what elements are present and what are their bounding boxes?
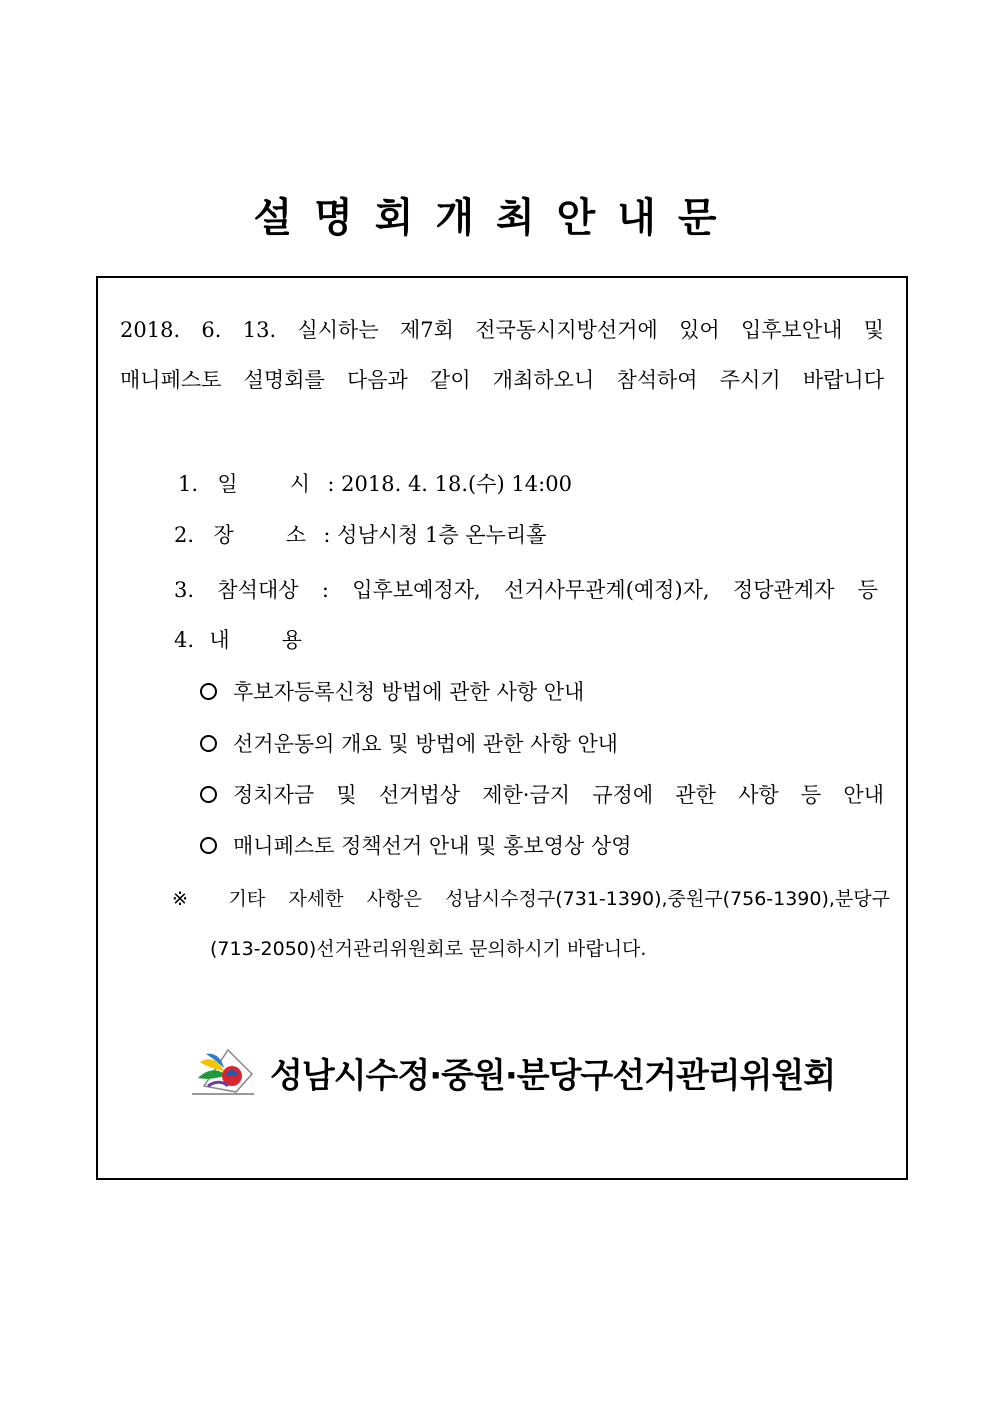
note-mark: ※ (172, 888, 206, 910)
content-item: 선거운동의 개요 및 방법에 관한 사항 안내 (200, 728, 618, 758)
note-line-1 (172, 884, 890, 911)
item-label-b: 시 (289, 472, 311, 496)
organization-name: 성남시수정·중원·분당구선거관리위원회 (270, 1055, 836, 1096)
item-location (174, 519, 546, 549)
item-label-b: 소 (285, 523, 307, 547)
circle-bullet-icon (200, 735, 217, 752)
content-item: 후보자등록신청 방법에 관한 사항 안내 (200, 676, 584, 706)
content-item: 정치자금 및 선거법상 제한·금지 규정에 관한 사항 등 안내 (200, 779, 884, 809)
content-item: 매니페스토 정책선거 안내 및 홍보영상 상영 (200, 830, 632, 860)
election-commission-logo-icon (190, 1046, 256, 1098)
item-number: 1. (178, 472, 199, 496)
item-separator: : (321, 578, 329, 602)
item-number: 4. (174, 628, 195, 652)
item-separator: : (323, 523, 331, 547)
circle-bullet-icon (200, 786, 217, 803)
footer (190, 1044, 835, 1100)
circle-bullet-icon (200, 683, 217, 700)
item-label-a: 내 (209, 628, 230, 652)
note-line-2: (713-2050)선거관리위원회로 문의하시기 바랍니다. (210, 938, 647, 960)
item-label-a: 일 (217, 472, 238, 496)
intro-line-2: 매니페스토 설명회를 다음과 같이 개최하오니 참석하여 주시기 바랍니다 (120, 368, 884, 392)
circle-bullet-icon (200, 837, 217, 854)
item-separator: : (327, 472, 335, 496)
item-value: 입후보예정자, 선거사무관계(예정)자, 정당관계자 등 (352, 578, 878, 602)
item-number: 3. (174, 578, 195, 602)
item-label: 참석대상 (217, 578, 299, 602)
intro-line-1: 2018. 6. 13. 실시하는 제7회 전국동시지방선거에 있어 입후보안내 및 (120, 318, 884, 342)
item-value: 성남시청 1층 온누리홀 (337, 523, 547, 547)
item-contents-header (174, 624, 302, 654)
item-attendees (174, 574, 878, 604)
item-value: 2018. 4. 18.(수) 14:00 (341, 472, 572, 496)
item-number: 2. (174, 523, 195, 547)
note-text: 기타 자세한 사항은 성남시수정구(731-1390),중원구(756-1390),분당구 (228, 888, 891, 910)
item-datetime (178, 468, 572, 498)
item-label-a: 장 (213, 523, 234, 547)
document-title: 설명회개최안내문 (253, 195, 739, 241)
item-label-b: 용 (281, 628, 303, 652)
